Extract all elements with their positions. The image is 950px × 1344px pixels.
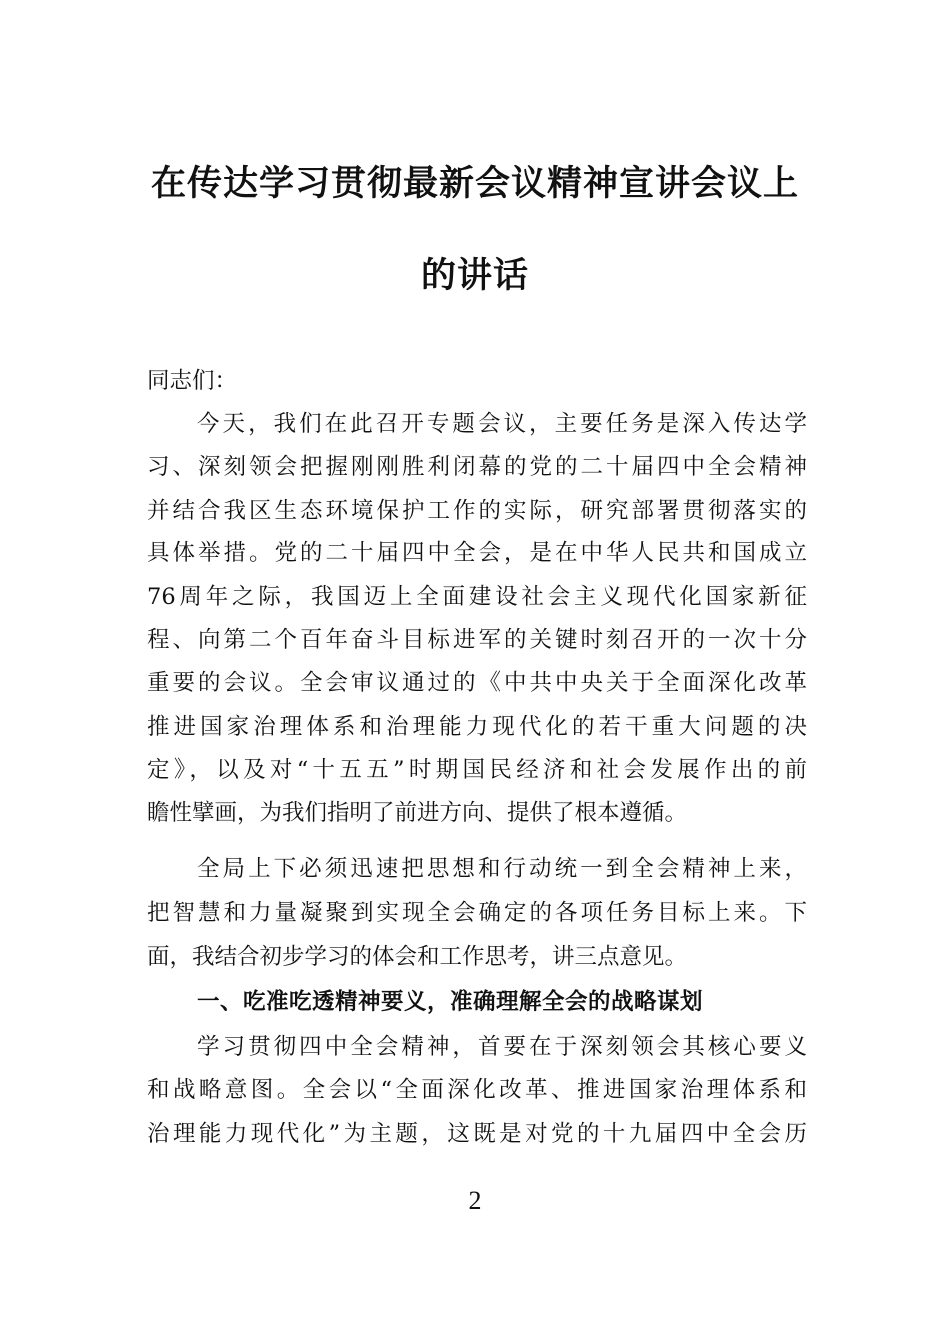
body-text-line: 习、深刻领会把握刚刚胜利闭幕的党的二十届四中全会精神 (147, 454, 807, 480)
body-text-line: 治理能力现代化”为主题，这既是对党的十九届四中全会历 (147, 1121, 807, 1147)
body-text-line: 全局上下必须迅速把思想和行动统一到全会精神上来， (197, 856, 807, 882)
body-text-line: 并结合我区生态环境保护工作的实际，研究部署贯彻落实的 (147, 498, 807, 524)
body-text-line: 学习贯彻四中全会精神，首要在于深刻领会其核心要义 (197, 1034, 807, 1060)
page-number: 2 (468, 1186, 482, 1215)
body-text-line: 和战略意图。全会以“全面深化改革、推进国家治理体系和 (147, 1077, 807, 1103)
section-heading: 一、吃准吃透精神要义，准确理解全会的战略谋划 (197, 989, 704, 1015)
document-title-line-2: 的讲话 (420, 255, 529, 296)
body-text-line: 今天，我们在此召开专题会议，主要任务是深入传达学 (197, 411, 807, 437)
body-text-line: 程、向第二个百年奋斗目标进军的关键时刻召开的一次十分 (147, 627, 807, 653)
body-text-line: 具体举措。党的二十届四中全会，是在中华人民共和国成立 (147, 540, 807, 566)
body-text-line: 瞻性擘画，为我们指明了前进方向、提供了根本遵循。 (147, 800, 688, 826)
body-text-line: 把智慧和力量凝聚到实现全会确定的各项任务目标上来。下 (147, 900, 807, 926)
body-text-line: 推进国家治理体系和治理能力现代化的若干重大问题的决 (147, 714, 807, 740)
salutation: 同志们： (147, 368, 238, 394)
body-text-line: 76周年之际，我国迈上全面建设社会主义现代化国家新征 (147, 584, 807, 610)
body-text-line: 重要的会议。全会审议通过的《中共中央关于全面深化改革 (147, 670, 807, 696)
body-text-line: 面，我结合初步学习的体会和工作思考，讲三点意见。 (147, 944, 688, 970)
body-text-line: 定》，以及对“十五五”时期国民经济和社会发展作出的前 (147, 757, 807, 783)
document-title-line-1: 在传达学习贯彻最新会议精神宣讲会议上 (150, 163, 799, 204)
